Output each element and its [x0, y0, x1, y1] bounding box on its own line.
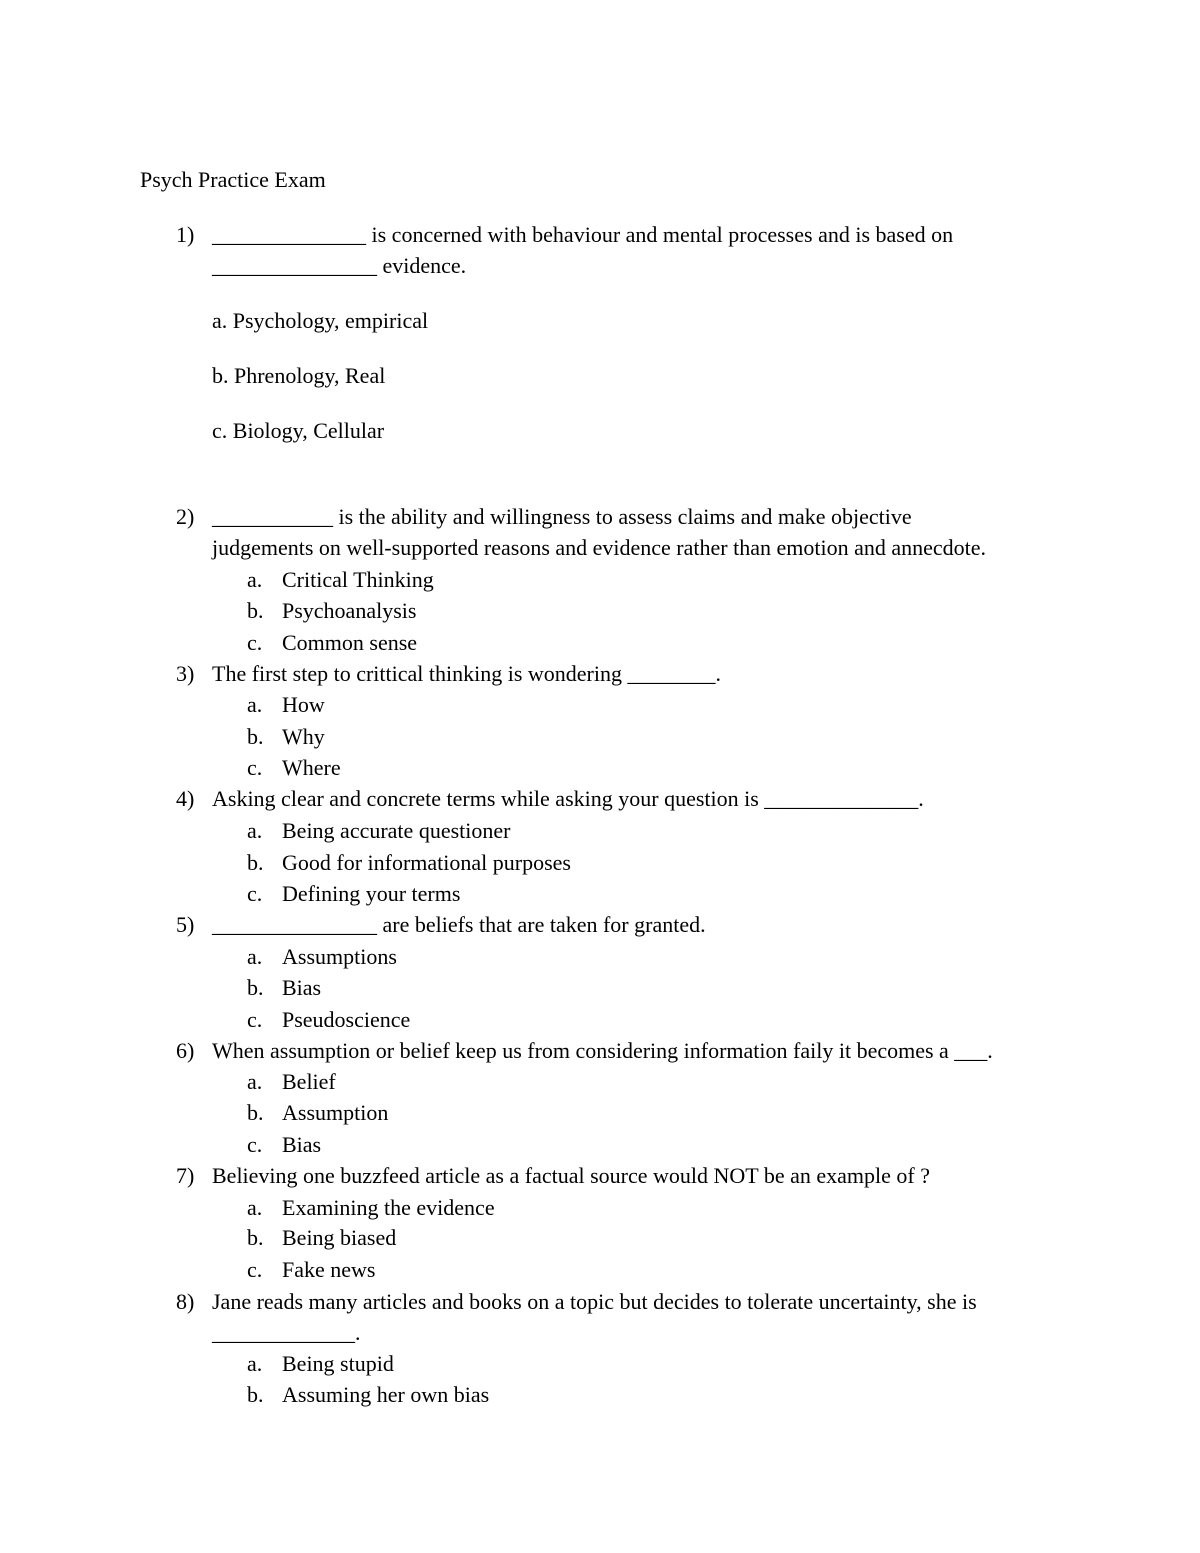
page-title: Psych Practice Exam — [140, 167, 326, 192]
option-letter: b. — [247, 598, 264, 623]
option-text: Bias — [282, 975, 322, 1000]
option-letter: b. — [247, 975, 264, 1000]
question-text: Jane reads many articles and books on a topic but decides to tolerate uncertainty, she is — [212, 1289, 977, 1314]
option-text: How — [282, 692, 325, 717]
option-letter: a. — [247, 818, 263, 843]
option-text: Common sense — [282, 630, 418, 655]
option-text: Critical Thinking — [282, 567, 434, 592]
option-letter: b. — [247, 850, 264, 875]
option-letter: b. — [247, 1382, 264, 1407]
answer-option: b. Phrenology, Real — [212, 363, 386, 388]
question-number: 3) — [176, 661, 195, 686]
option-text: Assuming her own bias — [282, 1382, 490, 1407]
option-text: Being stupid — [282, 1351, 394, 1376]
option-letter: a. — [247, 944, 263, 969]
option-letter: c. — [247, 1132, 263, 1157]
option-text: Psychoanalysis — [282, 598, 417, 623]
option-text: Bias — [282, 1132, 322, 1157]
option-text: Why — [282, 724, 325, 749]
option-letter: c. — [247, 881, 263, 906]
question-text: judgements on well-supported reasons and evidence rather than emotion and annecdote. — [212, 535, 987, 560]
option-text: Fake news — [282, 1257, 376, 1282]
option-text: Assumptions — [282, 944, 397, 969]
question-text: _______________ are beliefs that are taken for granted. — [212, 912, 706, 937]
option-text: Being accurate questioner — [282, 818, 511, 843]
question-number: 2) — [176, 504, 195, 529]
question-text: _______________ evidence. — [212, 253, 467, 278]
option-letter: a. — [247, 1195, 263, 1220]
option-text: Assumption — [282, 1100, 389, 1125]
option-text: Examining the evidence — [282, 1195, 495, 1220]
question-number: 7) — [176, 1163, 195, 1188]
option-text: Belief — [282, 1069, 336, 1094]
question-text: When assumption or belief keep us from considering information faily it becomes a ___. — [212, 1038, 993, 1063]
option-letter: c. — [247, 1257, 263, 1282]
question-number: 8) — [176, 1289, 195, 1314]
option-text: Pseudoscience — [282, 1007, 411, 1032]
question-text: ______________ is concerned with behaviour and mental processes and is based on — [212, 222, 954, 247]
option-text: Where — [282, 755, 341, 780]
question-number: 6) — [176, 1038, 195, 1063]
option-letter: b. — [247, 724, 264, 749]
option-letter: c. — [247, 755, 263, 780]
option-text: Good for informational purposes — [282, 850, 571, 875]
option-letter: a. — [247, 1351, 263, 1376]
option-text: Being biased — [282, 1225, 397, 1250]
question-text: Asking clear and concrete terms while asking your question is ______________. — [212, 786, 924, 811]
answer-option: a. Psychology, empirical — [212, 308, 429, 333]
question-number: 5) — [176, 912, 195, 937]
question-number: 1) — [176, 222, 195, 247]
question-text: Believing one buzzfeed article as a factual source would NOT be an example of ? — [212, 1163, 930, 1188]
answer-option: c. Biology, Cellular — [212, 418, 385, 443]
option-text: Defining your terms — [282, 881, 461, 906]
question-text: ___________ is the ability and willingness to assess claims and make objective — [212, 504, 912, 529]
option-letter: a. — [247, 1069, 263, 1094]
option-letter: b. — [247, 1100, 264, 1125]
option-letter: a. — [247, 692, 263, 717]
question-text: _____________. — [212, 1320, 361, 1345]
option-letter: a. — [247, 567, 263, 592]
option-letter: b. — [247, 1225, 264, 1250]
option-letter: c. — [247, 1007, 263, 1032]
question-text: The first step to crittical thinking is wondering ________. — [212, 661, 721, 686]
question-number: 4) — [176, 786, 195, 811]
option-letter: c. — [247, 630, 263, 655]
